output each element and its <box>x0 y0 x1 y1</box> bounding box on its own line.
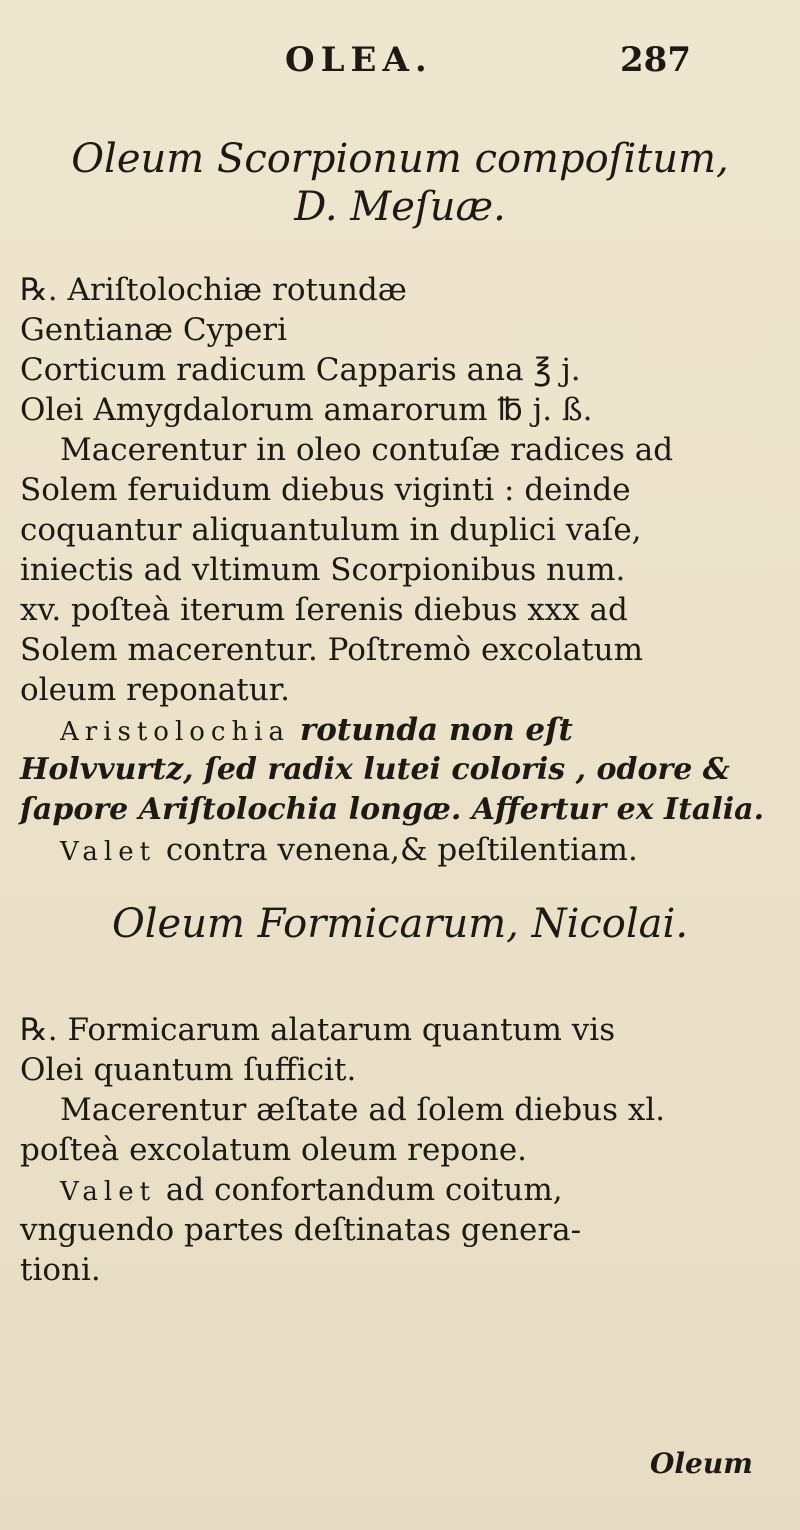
recipe-line: ℞. Ariſtolochiæ rotundæ <box>20 272 407 308</box>
recipe-line: coquantur aliquantulum in duplici vaſe, <box>20 512 642 548</box>
recipe-line: Corticum radicum Capparis ana ℥ j. <box>20 352 581 388</box>
note-text: rotunda non eſt <box>299 712 573 748</box>
small-caps-word: Valet <box>60 1177 157 1207</box>
recipe-line: Solem macerentur. Poſtremò excolatum <box>20 632 644 668</box>
valet-text: ad confortandum coitum, <box>165 1172 563 1208</box>
recipe-line: Macerentur æſtate ad ſolem diebus xl. <box>60 1092 666 1128</box>
recipe-line: iniectis ad vltimum Scorpionibus num. <box>20 552 626 588</box>
recipe-line: Macerentur in oleo contuſæ radices ad <box>60 432 674 468</box>
recipe-line: xv. poſteà iterum ſerenis diebus xxx ad <box>20 592 628 628</box>
recipe-line: tioni. <box>20 1252 101 1288</box>
recipe-line: Olei quantum ſufficit. <box>20 1052 357 1088</box>
recipe-line: oleum reponatur. <box>20 672 290 708</box>
recipe-line: ℞. Formicarum alatarum quantum vis <box>20 1012 616 1048</box>
note-italic-line: ſapore Ariſtolochia longæ. Affertur ex Italia. <box>20 792 765 827</box>
catchword: Oleum <box>650 1447 753 1480</box>
valet-line <box>60 1170 563 1212</box>
recipe-line: vnguendo partes deſtinatas genera- <box>20 1212 582 1248</box>
recipe-line: Gentianæ Cyperi <box>20 312 288 348</box>
valet-text: contra venena,& peſtilentiam. <box>165 832 638 868</box>
recipe-title: Oleum Formicarum, Nicolai. <box>111 901 689 947</box>
note-italic-line: Holvvurtz, ſed radix lutei coloris , odore & <box>20 752 730 787</box>
page-header <box>0 40 800 100</box>
running-head: OLEA. <box>285 40 433 80</box>
recipe-line: Olei Amygdalorum amarorum ℔ j. ß. <box>20 392 593 428</box>
valet-line <box>60 830 638 872</box>
recipe-line: poſteà excolatum oleum repone. <box>20 1132 528 1168</box>
recipe-title-line-2: D. Meſuæ. <box>294 184 506 230</box>
small-caps-word: Valet <box>60 837 157 867</box>
aristolochia-note <box>60 710 573 752</box>
small-caps-word: Aristolochia <box>60 717 291 747</box>
recipe-title-line-1: Oleum Scorpionum compoſitum, <box>71 136 729 182</box>
page-number: 287 <box>620 40 691 80</box>
recipe-line: Solem feruidum diebus viginti : deinde <box>20 472 631 508</box>
